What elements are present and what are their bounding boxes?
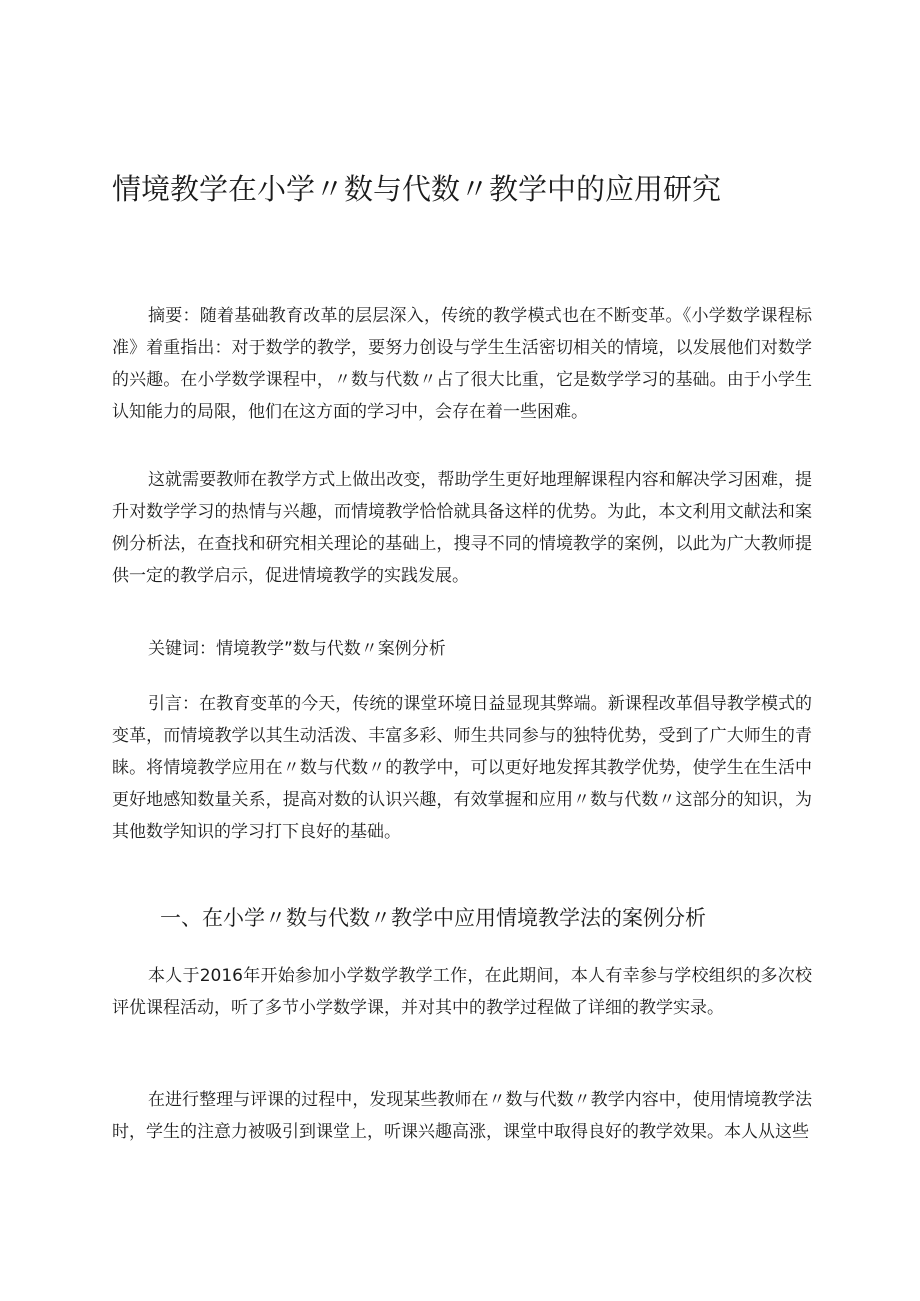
abstract-paragraph: 摘要：随着基础教育改革的层层深入，传统的教学模式也在不断变革。《小学数学课程标准》着重指出：对于数学的教学，要努力创设与学生生活密切相关的情境，以发展他们对数学的兴趣。在小学数学课程中，〃数与代数〃占了很大比重，它是数学学习的基础。由于小学生认知能力的局限，他们在这方面的学习中，会存在着一些困难。	[112, 306, 812, 422]
introduction-paragraph: 引言：在教育变革的今天，传统的课堂环境日益显现其弊端。新课程改革倡导教学模式的变革，而情境教学以其生动活泼、丰富多彩、师生共同参与的独特优势，受到了广大师生的青睐。将情境教学应用在〃数与代数〃的教学中，可以更好地发挥其教学优势，使学生在生活中更好地感知数量关系，提高对数的认识兴趣，有效掌握和应用〃数与代数〃这部分的知识，为其他数学知识的学习打下良好的基础。	[112, 694, 812, 842]
teaching-experience-paragraph: 本人于2016年开始参加小学数学教学工作，在此期间，本人有幸参与学校组织的多次校评优课程活动，听了多节小学数学课，并对其中的教学过程做了详细的教学实录。	[112, 966, 812, 1018]
keywords-paragraph: 关键词：情境教学”数与代数〃案例分析	[148, 639, 446, 659]
evaluation-process-paragraph: 在进行整理与评课的过程中，发现某些教师在〃数与代数〃教学内容中，使用情境教学法时，学生的注意力被吸引到课堂上，听课兴趣高涨，课堂中取得良好的教学效果。本人从这些	[112, 1090, 812, 1142]
document-title: 情境教学在小学〃数与代数〃教学中的应用研究	[112, 172, 722, 206]
motivation-paragraph: 这就需要教师在教学方式上做出改变，帮助学生更好地理解课程内容和解决学习困难，提升对数学学习的热情与兴趣，而情境教学恰恰就具备这样的优势。为此，本文利用文献法和案例分析法，在查找和研究相关理论的基础上，搜寻不同的情境教学的案例，以此为广大教师提供一定的教学启示，促进情境教学的实践发展。	[112, 470, 812, 586]
section-heading: 一、在小学〃数与代数〃教学中应用情境教学法的案例分析	[160, 906, 706, 930]
